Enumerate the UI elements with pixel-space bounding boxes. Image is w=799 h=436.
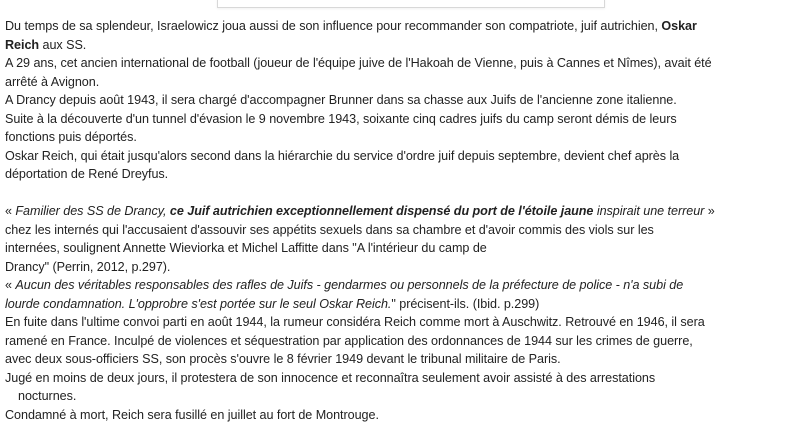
spacer xyxy=(5,184,790,203)
quote-responsables-l1: « Aucun des véritables responsables des rafles de Juifs - gendarmes ou personnels de la préfecture de police - n'a subi de xyxy=(5,278,684,292)
paragraph-football-l1: A 29 ans, cet ancien international de football (joueur de l'équipe juive de l'Hakoah de Vienne, puis à Cannes et Nîmes), avait été xyxy=(5,56,712,70)
paragraph-judged-l2: nocturnes. xyxy=(18,389,77,403)
paragraph-escape-l3: avec deux sous-officiers SS, son procès s'ouvre le 8 février 1949 devant le tribunal militaire de Paris. xyxy=(5,352,561,366)
emphasis-bold-italic: ce Juif autrichien exceptionnellement dispensé du port de l'étoile jaune xyxy=(169,204,594,218)
quote-responsables-l2: lourde condamnation. L'opprobre s'est portée sur le seul Oskar Reich." précisent-ils. (Ibid. p.299) xyxy=(5,296,540,311)
quote-terror-l3: internées, soulignent Annette Wieviorka et Michel Laffitte dans "A l'intérieur du camp de xyxy=(5,241,487,255)
paragraph-intro: Du temps de sa splendeur, Israelowicz joua aussi de son influence pour recommander son compatriote, juif autrichien, Oskar xyxy=(5,19,697,33)
paragraph-drancy: A Drancy depuis août 1943, il sera chargé d'accompagner Brunner dans sa chasse aux Juifs de l'ancienne zone italienne. xyxy=(5,93,677,107)
paragraph-chief-l2: déportation de René Dreyfus. xyxy=(5,167,169,181)
quote-terror-l1: « Familier des SS de Drancy, ce Juif autrichien exceptionnellement dispensé du port de l'étoile jaune inspirait une terreur » xyxy=(5,204,715,218)
paragraph-sentence: Condamné à mort, Reich sera fusillé en juillet au fort de Montrouge. xyxy=(5,407,379,422)
name-bold: Oskar xyxy=(661,19,697,33)
top-frame xyxy=(217,0,605,8)
quote-terror-l4: Drancy" (Perrin, 2012, p.297). xyxy=(5,259,171,274)
paragraph-escape-l1: En fuite dans l'ultime convoi parti en août 1944, la rumeur considéra Reich comme mort à Auschwitz. Retrouvé en 1946, il sera xyxy=(5,315,705,329)
name-bold: Reich xyxy=(5,37,40,52)
paragraph-judged-l1: Jugé en moins de deux jours, il protestera de son innocence et reconnaîtra seulement avoir assisté à des arrestations xyxy=(5,370,656,385)
paragraph-chief-l1: Oskar Reich, qui était jusqu'alors second dans la hiérarchie du service d'ordre juif depuis septembre, devient chef après la xyxy=(5,148,680,163)
paragraph-intro-cont: Reich aux SS. xyxy=(5,37,87,52)
quote-terror-l2: chez les internés qui l'accusaient d'assouvir ses appétits sexuels dans sa chambre et d'avoir commis des viols sur les xyxy=(5,222,654,237)
paragraph-football-l2: arrêté à Avignon. xyxy=(5,74,100,89)
paragraph-tunnel-l2: fonctions puis déportés. xyxy=(5,130,137,144)
paragraph-tunnel-l1: Suite à la découverte d'un tunnel d'évasion le 9 novembre 1943, soixante cinq cadres juifs du camp seront démis de leurs xyxy=(5,111,677,126)
article-body xyxy=(5,17,790,424)
paragraph-escape-l2: ramené en France. Inculpé de violences et séquestration par application des ordonnances de 1944 sur les crimes de guerre, xyxy=(5,333,693,348)
